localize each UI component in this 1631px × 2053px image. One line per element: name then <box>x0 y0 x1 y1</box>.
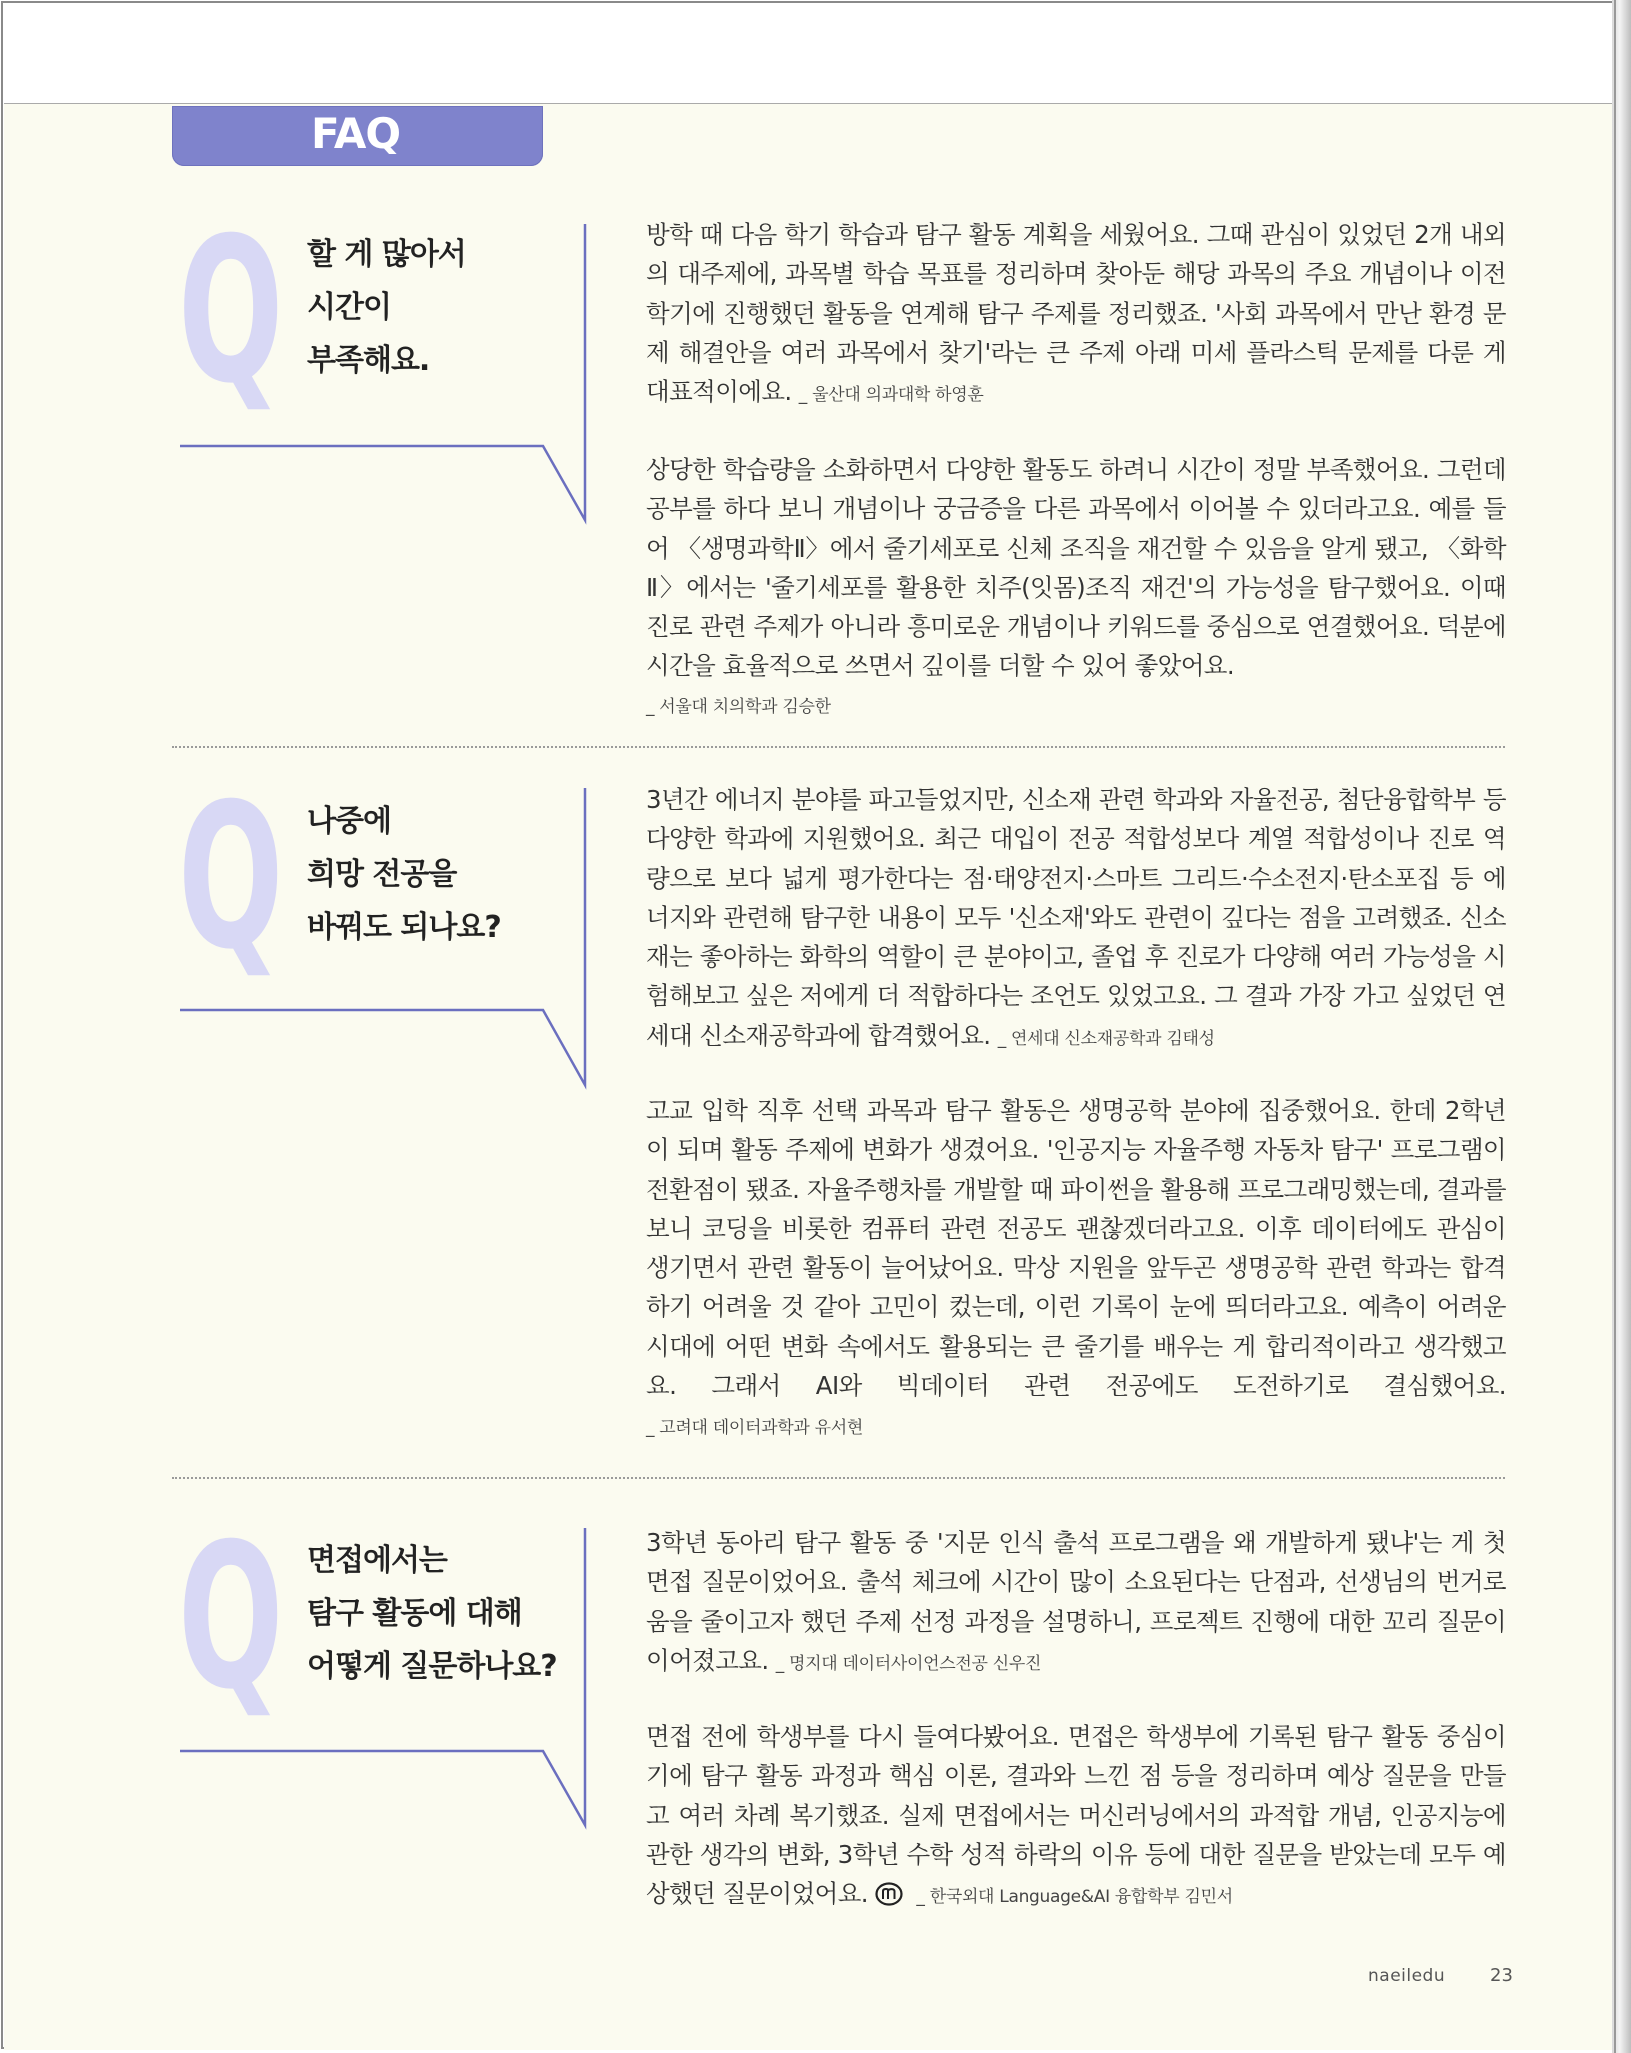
question-title <box>307 1534 557 1693</box>
page-edge-line <box>1614 0 1616 2053</box>
question-line: 나중에 <box>307 804 391 839</box>
page-number: 23 <box>1490 1965 1513 1986</box>
answer-paragraph <box>646 780 1506 1059</box>
q-letter-mark: Q <box>178 1501 281 1734</box>
question-line: 시간이 <box>307 290 391 325</box>
question-line: 부족해요. <box>307 343 430 378</box>
answer-text: 고교 입학 직후 선택 과목과 탐구 활동은 생명공학 분야에 집중했어요. 한데 2학년이 되며 활동 주제에 변화가 생겼어요. '인공지능 자율주행 자동차 탐구' 프로그램이 전환점이 됐죠. 자율주행차를 개발할 때 파이썬을 활용해 프로그래밍했는데, 결과를 보니 코딩을 비롯한 컴퓨터 관련 전공도 괜찮겠더라고요. 이후 데이터에도 관심이 생기면서 관련 활동이 늘어났어요. 막상 지원을 앞두곤 생명공학 관련 학과는 합격하기 어려울 것 같아 고민이 컸는데, 이런 기록이 눈에 띄더라고요. 예측이 어려운 시대에 어떤 변화 속에서도 활용되는 큰 줄기를 배우는 게 합리적이라고 생각했고요. 그래서 AI와 빅데이터 관련 전공에도 도전하기로 결심했어요. <box>646 1096 1506 1401</box>
answer-text: 3년간 에너지 분야를 파고들었지만, 신소재 관련 학과와 자율전공, 첨단융합학부 등 다양한 학과에 지원했어요. 최근 대입이 전공 적합성보다 계열 적합성이나 진로 역량으로 보다 넓게 평가한다는 점·태양전지·스마트 그리드·수소전지·탄소포집 등 에너지와 관련해 탐구한 내용이 모두 '신소재'와도 관련이 깊다는 점을 고려했죠. 신소재는 좋아하는 화학의 역할이 큰 분야이고, 졸업 후 진로가 다양해 여러 가능성을 시험해보고 싶은 저에게 더 적합하다는 조언도 있었고요. 그 결과 가장 가고 싶었던 연세대 신소재공학과에 합격했어요. <box>646 785 1506 1050</box>
answer-paragraph <box>646 450 1506 686</box>
question-line: 바꿔도 되나요? <box>307 910 501 945</box>
answer-text: 면접 전에 학생부를 다시 들여다봤어요. 면접은 학생부에 기록된 탐구 활동 중심이기에 탐구 활동 과정과 핵심 이론, 결과와 느낀 점 등을 정리하며 예상 질문을 만들고 여러 차례 복기했죠. 실제 면접에서는 머신러닝에서의 과적합 개념, 인공지능에 관한 생각의 변화, 3학년 수학 성적 하락의 이유 등에 대한 질문을 받았는데 모두 예상했던 질문이었어요. <box>646 1722 1506 1909</box>
footer-brand: naeiledu <box>1368 1966 1446 1986</box>
answer-text: 방학 때 다음 학기 학습과 탐구 활동 계획을 세웠어요. 그때 관심이 있었던 2개 내외의 대주제에, 과목별 학습 목표를 정리하며 찾아둔 해당 과목의 주요 개념이나 이전 학기에 진행했던 활동을 연계해 탐구 주제를 정리했죠. '사회 과목에서 만난 환경 문제 해결안을 여러 과목에서 찾기'라는 큰 주제 아래 미세 플라스틱 문제를 다룬 게 대표적이에요. <box>646 220 1506 407</box>
answer-paragraph <box>646 1717 1506 1917</box>
answer-paragraph <box>646 215 1506 415</box>
answer-credit: _ 고려대 데이터과학과 유서현 <box>646 1418 863 1439</box>
n-logo-icon <box>875 1882 903 1906</box>
answer-credit: _ 연세대 신소재공학과 김태성 <box>997 1028 1215 1049</box>
section-divider <box>172 1477 1505 1479</box>
answer-credit: _ 명지대 데이터사이언스전공 신우진 <box>775 1653 1042 1674</box>
question-line: 탐구 활동에 대해 <box>307 1596 522 1631</box>
question-line: 어떻게 질문하나요? <box>307 1649 557 1684</box>
question-line: 면접에서는 <box>307 1543 447 1578</box>
page-top-margin <box>4 3 1612 103</box>
question-line: 희망 전공을 <box>307 857 457 892</box>
question-line: 할 게 많아서 <box>307 237 466 272</box>
q-letter-mark: Q <box>178 761 281 994</box>
answer-credit: _ 서울대 치의학과 김승한 <box>646 697 831 717</box>
answer-credit: _ 울산대 의과대학 하영훈 <box>798 385 984 406</box>
answer-paragraph <box>646 1523 1506 1684</box>
q-letter-mark: Q <box>178 195 281 428</box>
section-divider <box>172 746 1505 748</box>
answer-credit: _ 한국외대 Language&AI 융합학부 김민서 <box>916 1887 1233 1908</box>
answer-paragraph <box>646 1091 1506 1449</box>
section-tab-label: FAQ <box>311 109 401 158</box>
section-tab <box>172 106 543 166</box>
answer-text: 상당한 학습량을 소화하면서 다양한 활동도 하려니 시간이 정말 부족했어요. 그런데 공부를 하다 보니 개념이나 궁금증을 다른 과목에서 이어볼 수 있더라고요. 예를 들어 〈생명과학Ⅱ〉에서 줄기세포로 신체 조직을 재건할 수 있음을 알게 됐고, 〈화학Ⅱ〉에서는 '줄기세포를 활용한 치주(잇몸)조직 재건'의 가능성을 탐구했어요. 이때 진로 관련 주제가 아니라 흥미로운 개념이나 키워드를 중심으로 연결했어요. 덕분에 시간을 효율적으로 쓰면서 깊이를 더할 수 있어 좋았어요. <box>646 455 1506 681</box>
question-title <box>307 228 466 387</box>
answer-text: 3학년 동아리 탐구 활동 중 '지문 인식 출석 프로그램을 왜 개발하게 됐냐'는 게 첫 면접 질문이었어요. 출석 체크에 시간이 많이 소요된다는 단점과, 선생님의 번거로움을 줄이고자 했던 주제 선정 과정을 설명하니, 프로젝트 진행에 대한 꼬리 질문이 이어졌고요. <box>646 1528 1506 1675</box>
question-title <box>307 795 501 954</box>
